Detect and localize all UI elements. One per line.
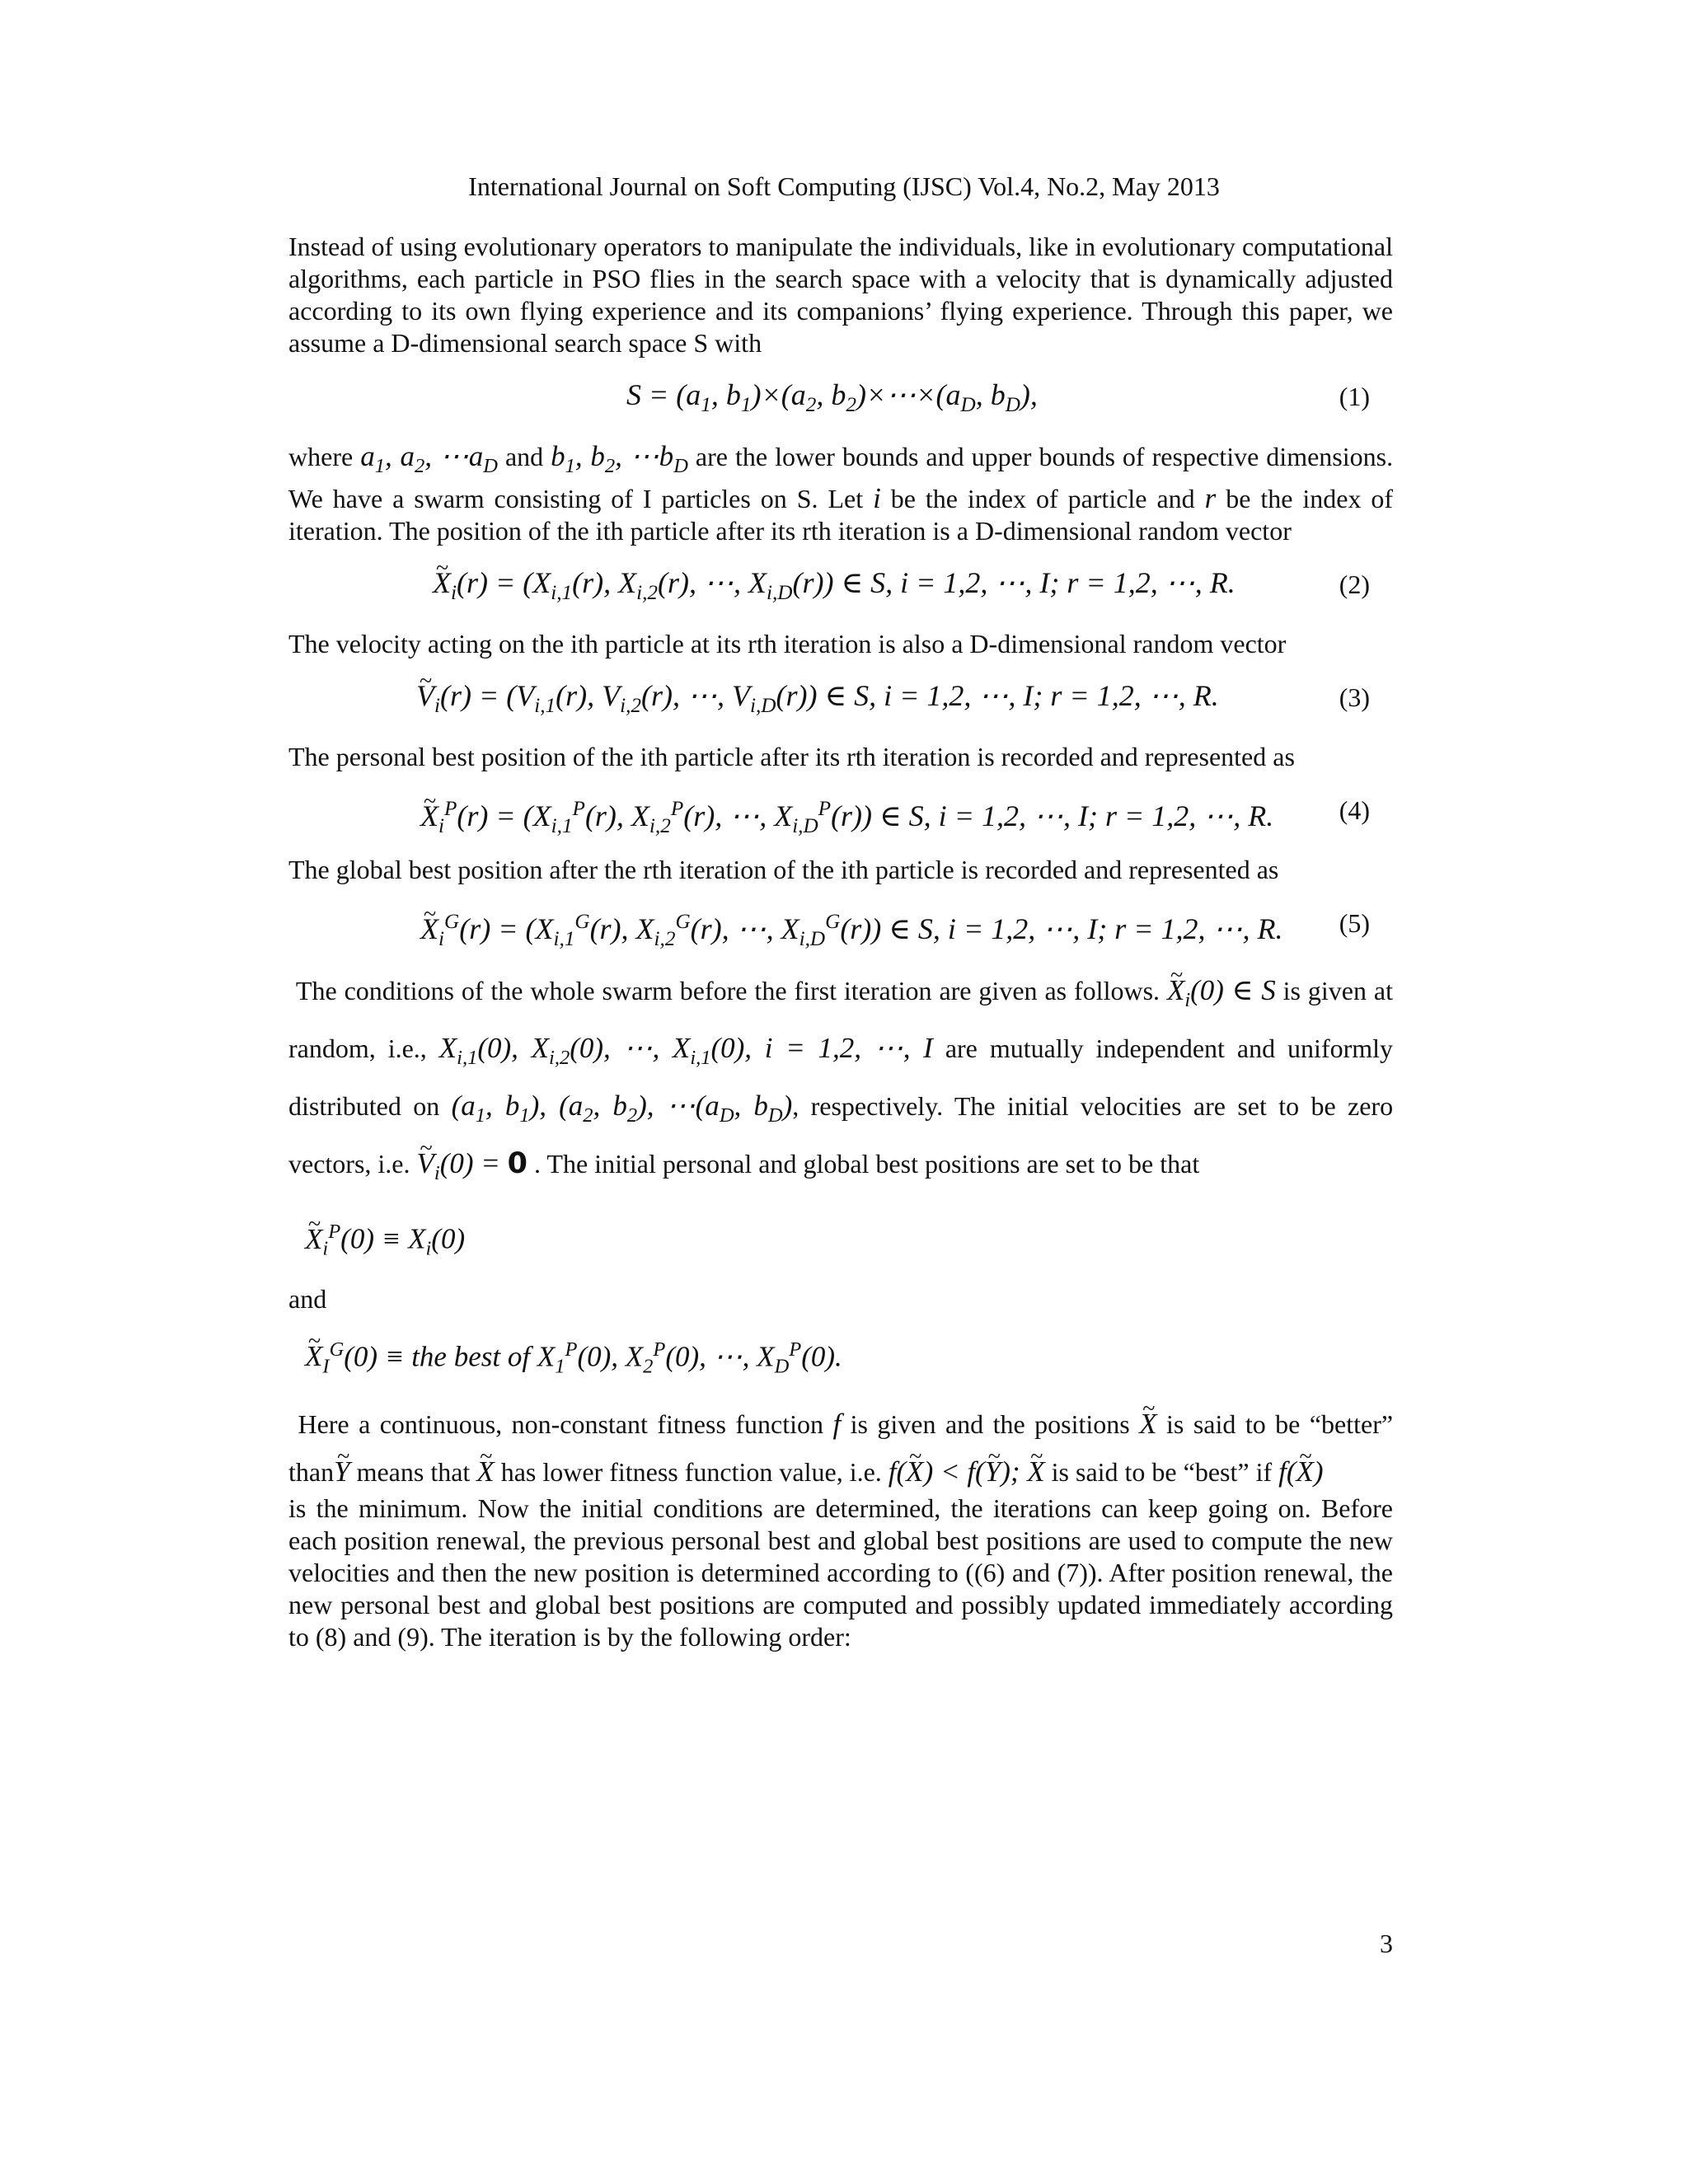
running-header: International Journal on Soft Computing (IJSC) Vol.4, No.2, May 2013	[468, 171, 1220, 201]
page-number: 3	[1380, 1929, 1393, 1958]
equation-4	[288, 788, 1393, 837]
equation-5-number: (5)	[1339, 908, 1370, 938]
equation-2	[288, 562, 1393, 612]
paragraph-global-best: The global best position after the rth iteration of the ith particle is recorded and represented as	[288, 855, 1279, 884]
paragraph-bounds: where $a_1$, $a_2$, $\cdots a_D$ and $b_1$, $b_2$, $\cdots b_D$ are the lower bounds and upper bounds of respective dimensions. We have a swarm consisting of I particles on S. Let i be the index of particle and r be the index of iteration. The position of the ith particle after its rth iteration is a D-dimensional random vector	[288, 440, 1394, 546]
paragraph-velocity: The velocity acting on the ith particle at its rth iteration is also a D-dimensional random vector	[288, 629, 1287, 658]
connective-and: and	[288, 1283, 327, 1314]
initial-conditions-block	[288, 967, 1393, 1197]
paragraph-pso-intro: Instead of using evolutionary operators to manipulate the individuals, like in evolutionary computational algorithms, each particle in PSO flies in the search space with a velocity that is dynamically adjusted according to its own flying experience and its companions’ flying experience. Through this paper, we assume a D-dimensional search space S with	[288, 232, 1393, 358]
fitness-block	[288, 1400, 1393, 1496]
equation-4-body: ~ $X_i^P(r) = (X_{i,1}^P(r)$, $X_{i,2}^P(r)$, ⋯, $X_{i,D}^P(r)$) ∈ S, i = 1,2, ⋯, I; r = 1,2, ⋯, R.	[420, 793, 1273, 842]
equation-5-body: ~ $X_i^G(r) = (X_{i,1}^G(r)$, $X_{i,2}^G(r)$, ⋯, $X_{i,D}^G(r)$) ∈ S, i = 1,2, ⋯, I; r = 1,2, ⋯, R.	[420, 906, 1283, 955]
equation-1-body: $S = (a_1$, $b_1)\times(a_2$, $b_2)\times\cdots\times(a_D$, $b_D$),	[626, 378, 1038, 417]
paragraph-initial-conditions: The conditions of the whole swarm before the first iteration are given as follows. ~ $X_i(0)$ ∈ S is given at random, i.e., $X_{i,1}(0)$, $X_{i,2}(0)$, ⋯, $X_{i,1}(0)$, i = 1,2, ⋯, I are mutually independent and uniformly distributed on ($a_1$, $b_1$), ($a_2$, $b_2$), $\cdots(a_D$, $b_D$), respectively. The initial velocities are set to be zero vectors, i.e. ~ $V_i(0) = 0$ . The initial personal and global best positions are set to be that	[288, 967, 1393, 1197]
equation-init-personal-best: ~ $X_i^P(0) \equiv X_i(0)$	[305, 1216, 1393, 1265]
equation-2-number: (2)	[1339, 569, 1370, 599]
equation-1	[288, 374, 1393, 424]
equation-5	[288, 901, 1393, 950]
paragraph-personal-best: The personal best position of the ith particle after its rth iteration is recorded and represented as	[288, 742, 1295, 771]
equation-3	[288, 675, 1393, 724]
page-body	[288, 231, 1393, 1653]
equation-3-body: ~ $V_i(r) = (V_{i,1}(r)$, $V_{i,2}(r)$, ⋯, $V_{i,D}(r)$) ∈ S, i = 1,2, ⋯, I; r = 1,2, ⋯, R.	[416, 680, 1219, 722]
equation-2-body: ~ $X_i(r) = (X_{i,1}(r)$, $X_{i,2}(r)$, ⋯, $X_{i,D}(r)$) ∈ S, i = 1,2, ⋯, I; r = 1,2, ⋯, R.	[433, 567, 1236, 609]
equation-1-number: (1)	[1339, 382, 1370, 411]
paragraph-fitness-rest: is the minimum. Now the initial conditions are determined, the iterations can keep going on. Before each position renewal, the previous personal best and global best positions are used to compute the new velocities and then the new position is determined according to ((6) and (7)). After position renewal, the new personal best and global best positions are computed and possibly updated immediately according to (8) and (9). The iteration is by the following order:	[288, 1493, 1393, 1652]
equation-4-number: (4)	[1339, 795, 1370, 825]
equation-3-number: (3)	[1339, 682, 1370, 712]
paragraph-fitness-top: Here a continuous, non-constant fitness function f is given and the positions ~ X is said to be “better” than~ Y means that ~ X has lower fitness function value, i.e. f(~ X) < f(~ Y); ~ X is said to be “best” if f(~ X)	[288, 1400, 1393, 1496]
equation-init-global-best: ~ $X_I^G(0)$ ≡ the best of $X_1^P(0)$, $X_2^P(0)$, ⋯, $X_D^P(0)$.	[305, 1333, 1393, 1383]
